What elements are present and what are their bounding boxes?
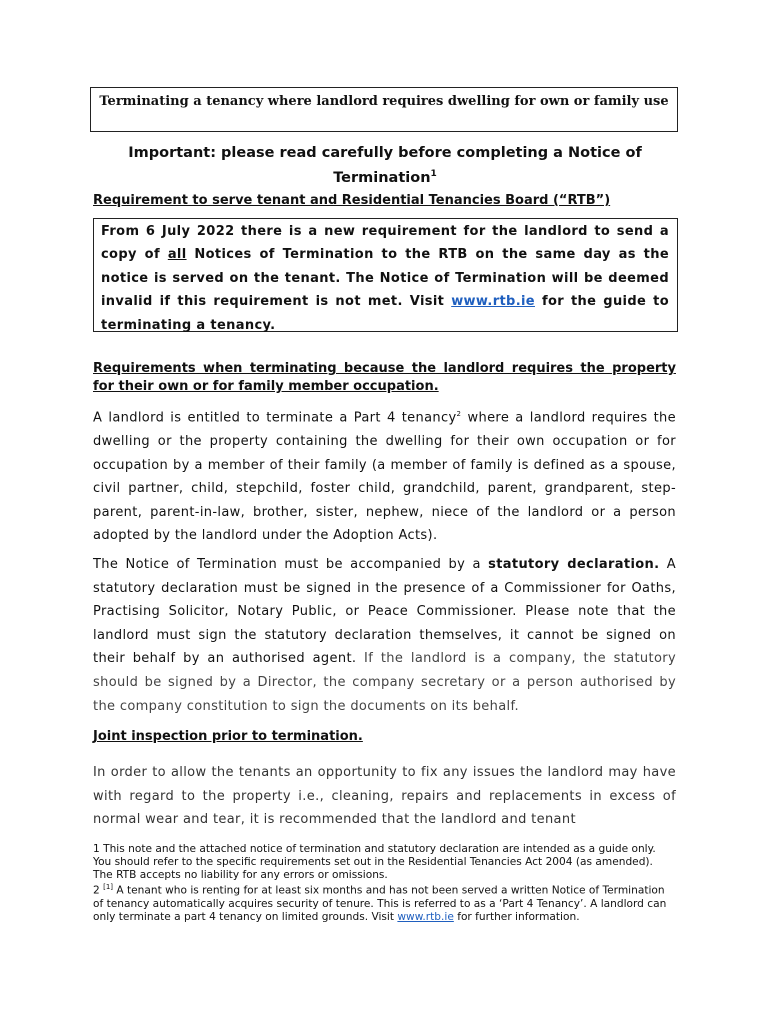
paragraph-joint-inspection: In order to allow the tenants an opportunity to fix any issues the landlord may have with regard to the property i.e., cleaning, repairs and replacements in excess of normal wear and tear, it is recommended that the landlord and tenant <box>93 765 676 828</box>
title-box <box>90 87 678 132</box>
important-text: Important: please read carefully before completing a Notice of Termination <box>128 145 642 186</box>
para1-text-1: A landlord is entitled to terminate a Part 4 tenancy <box>93 410 457 426</box>
joint-inspection-heading: Joint inspection prior to termination. <box>93 729 363 744</box>
footnotes <box>93 843 673 923</box>
footnote-1: 1 This note and the attached notice of termination and statutory declaration are intended as a guide only. You should refer to the specific requirements set out in the Residential Tenancies Act 2004 (as amended). The RTB accepts no liability for any errors or omissions. <box>93 843 656 881</box>
footnote-2-text: A tenant who is renting for at least six months and has not been served a written Notice of Termination of tenancy automatically acquires security of tenure. This is referred to as a ‘Part 4 Tenancy’. A landlord can only terminate a part 4 tenancy on limited grounds. Visit <box>93 884 667 923</box>
footnote-ref-1[interactable]: 1 <box>430 169 437 179</box>
notice-text-1: From 6 July 2022 there is a new requirement for the landlord to send a copy of <box>101 224 669 263</box>
requirements-heading: Requirements when terminating because the landlord requires the property for their own or for family member occupation. <box>93 361 676 394</box>
notice-emphasis: all <box>167 247 187 263</box>
paragraph-landlord-entitled <box>93 403 676 548</box>
footnote-2-sup[interactable]: [1] <box>103 883 114 892</box>
para2-text-1: The Notice of Termination must be accompanied by a <box>93 557 489 572</box>
footnote-ref-2[interactable]: 2 <box>456 410 462 418</box>
rtb-link[interactable]: www.rtb.ie <box>451 294 535 310</box>
para2-text-2: A statutory declaration must be signed in the presence of a Commissioner for Oaths, Practising Solicitor, Notary Public, or Peace Commissioner. Please note that the landlord must sign the statutory declaration themselves, it cannot be signed on their behalf by an authorised agent. <box>93 557 676 667</box>
footnote-rtb-link[interactable]: www.rtb.ie <box>397 910 454 923</box>
notice-box <box>93 218 678 332</box>
footnote-2-number: 2 <box>93 884 104 897</box>
para1-text-2: where a landlord requires the dwelling or the property containing the dwelling for their own occupation or for occupation by a member of their family (a member of family is defined as a spouse, civil partner, child, stepchild, foster child, grandchild, parent, grandparent, step-parent, parent-in-law, brother, sister, nephew, niece of the landlord or a person adopted by the landlord under the Adoption Acts). <box>93 410 676 544</box>
para2-bold: statutory declaration. <box>488 557 660 572</box>
para2-text-3: If the landlord is a company, the statutory should be signed by a Director, the company secretary or a person authorised by the company constitution to sign the documents on its behalf. <box>93 651 676 714</box>
document-title: Terminating a tenancy where landlord requires dwelling for own or family use <box>99 94 669 109</box>
notice-text-3: for the guide to terminating a tenancy. <box>101 294 669 333</box>
footnote-2 <box>93 881 673 923</box>
footnote-2-end: for further information. <box>453 910 580 923</box>
requirement-heading: Requirement to serve tenant and Residential Tenancies Board (“RTB”) <box>93 193 611 208</box>
important-heading <box>92 143 678 189</box>
notice-text-2: Notices of Termination to the RTB on the same day as the notice is served on the tenant. The Notice of Termination will be deemed invalid if this requirement is not met. Visit <box>101 247 669 310</box>
paragraph-statutory-declaration <box>93 553 676 718</box>
